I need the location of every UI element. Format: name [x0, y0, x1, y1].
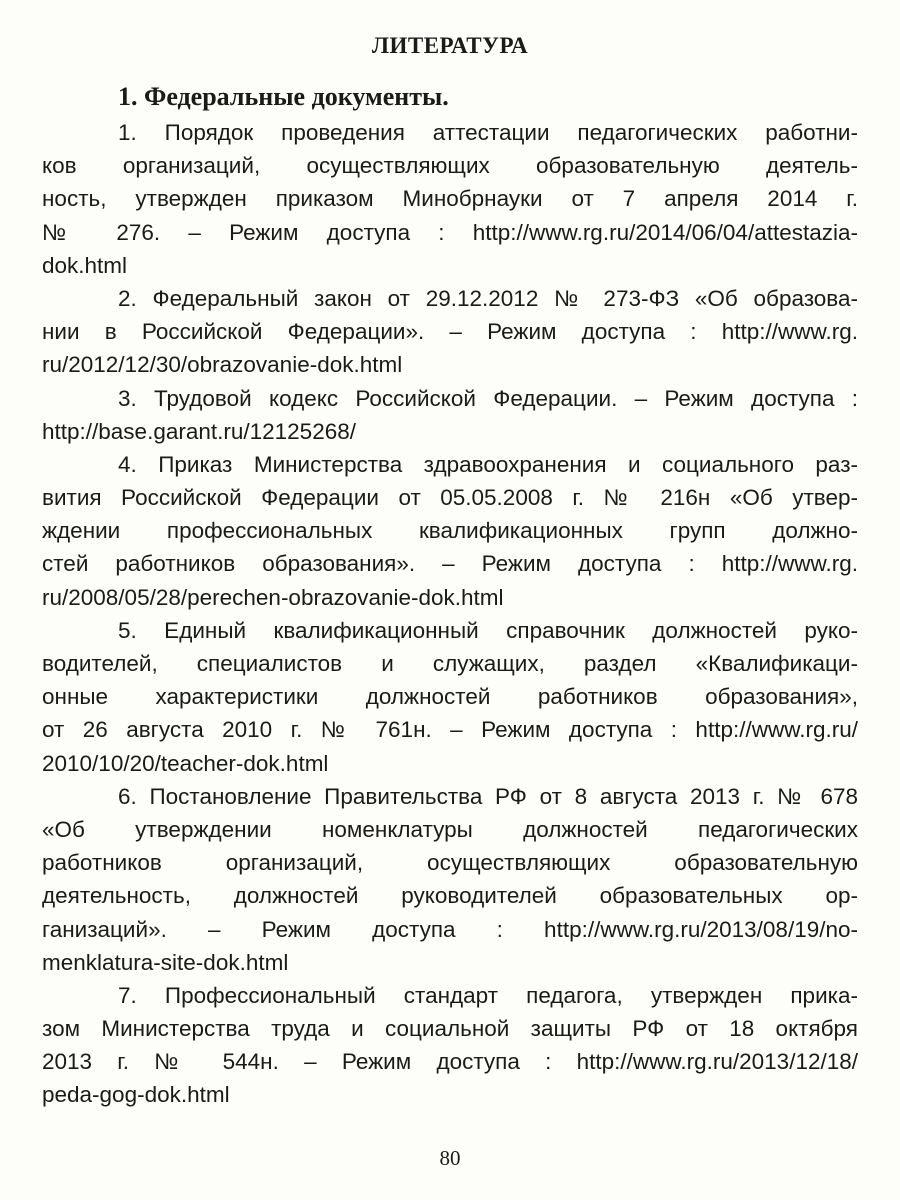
reference-line: 1. Порядок проведения аттестации педагогических работни- [118, 120, 858, 145]
page-title: ЛИТЕРАТУРА [371, 33, 529, 58]
reference-line: стей работников образования». – Режим доступа : http://www.rg. [42, 551, 858, 577]
reference-item [42, 448, 858, 614]
reference-line: 4. Приказ Министерства здравоохранения и социального раз- [118, 451, 858, 477]
reference-item [42, 979, 858, 1112]
reference-item [42, 780, 858, 979]
reference-line: 2013 г. № 544н. – Режим доступа : http://www.rg.ru/2013/12/18/ [42, 1049, 858, 1075]
page-number: 80 [439, 1146, 461, 1170]
reference-item [42, 282, 858, 382]
reference-item [42, 382, 858, 448]
reference-line: зом Министерства труда и социальной защиты РФ от 18 октября [42, 1016, 858, 1042]
reference-line: 2. Федеральный закон от 29.12.2012 № 273-ФЗ «Об образова- [118, 285, 858, 311]
reference-line: http://base.garant.ru/12125268/ [42, 418, 356, 444]
reference-line: 3. Трудовой кодекс Российской Федерации. – Режим доступа : [118, 385, 858, 411]
reference-item [42, 116, 858, 282]
reference-line: вития Российской Федерации от 05.05.2008 г. № 216н «Об утвер- [42, 485, 858, 511]
reference-line: menklatura-site-dok.html [42, 949, 289, 975]
reference-line: работников организаций, осуществляющих образовательную [42, 850, 858, 876]
section-heading: 1. Федеральные документы. [118, 82, 449, 111]
reference-line: «Об утверждении номенклатуры должностей педагогических [42, 816, 858, 842]
reference-line: водителей, специалистов и служащих, раздел «Квалификаци- [42, 651, 858, 676]
reference-line: нии в Российской Федерации». – Режим доступа : http://www.rg. [42, 319, 858, 345]
reference-line: ков организаций, осуществляющих образовательную деятель- [42, 153, 858, 179]
reference-line: 2010/10/20/teacher-dok.html [42, 750, 329, 776]
reference-line: ru/2008/05/28/perechen-obrazovanie-dok.html [42, 584, 504, 610]
reference-line: dok.html [42, 252, 128, 278]
reference-line: от 26 августа 2010 г. № 761н. – Режим доступа : http://www.rg.ru/ [42, 717, 858, 743]
reference-list [42, 116, 858, 1112]
reference-line: ность, утвержден приказом Минобрнауки от 7 апреля 2014 г. [42, 186, 858, 212]
reference-line: ru/2012/12/30/obrazovanie-dok.html [42, 352, 403, 378]
reference-item [42, 614, 858, 780]
reference-line: ганизаций». – Режим доступа : http://www.rg.ru/2013/08/19/no- [42, 916, 858, 942]
reference-line: 5. Единый квалификационный справочник должностей руко- [118, 617, 858, 643]
reference-line: 7. Профессиональный стандарт педагога, утвержден прика- [118, 982, 858, 1008]
reference-line: № 276. – Режим доступа : http://www.rg.ru/2014/06/04/attestazia- [42, 219, 858, 245]
reference-line: онные характеристики должностей работников образования», [42, 684, 858, 710]
reference-line: деятельность, должностей руководителей образовательных ор- [42, 883, 858, 909]
reference-line: 6. Постановление Правительства РФ от 8 августа 2013 г. № 678 [118, 783, 858, 809]
reference-line: ждении профессиональных квалификационных групп должно- [42, 518, 858, 544]
reference-line: peda-gog-dok.html [42, 1082, 230, 1108]
